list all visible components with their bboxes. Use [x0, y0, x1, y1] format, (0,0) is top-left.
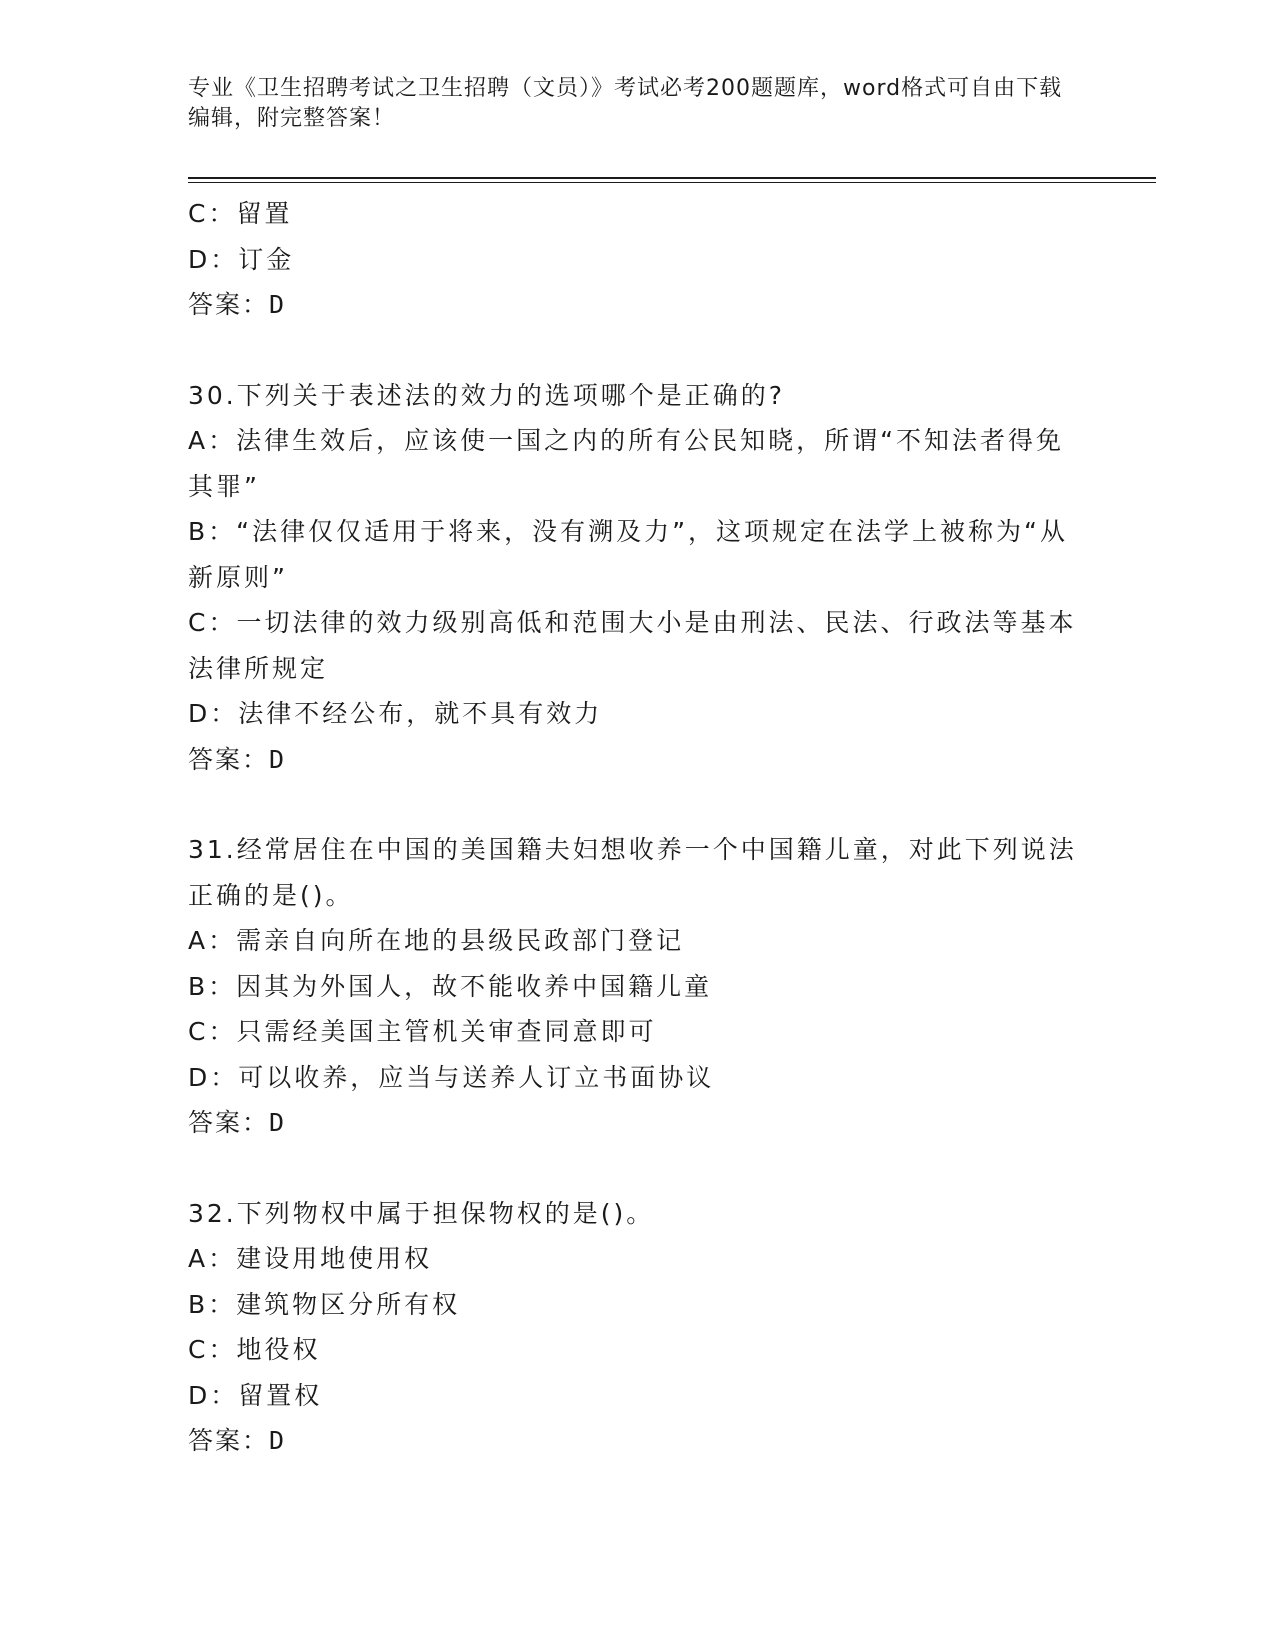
- header-divider-thin: [188, 182, 1156, 183]
- answer-line: [188, 1418, 1088, 1464]
- answer-value: D: [269, 1108, 285, 1137]
- option-c: C：留置: [188, 199, 293, 228]
- answer-label: 答案：: [188, 1426, 270, 1455]
- answer-label: 答案：: [188, 1108, 270, 1137]
- option-a: A：建设用地使用权: [188, 1244, 433, 1273]
- question-30: [188, 373, 1088, 783]
- answer-line: [188, 1100, 1088, 1146]
- option-a: A：需亲自向所在地的县级民政部门登记: [188, 926, 685, 955]
- option-d: D：留置权: [188, 1380, 323, 1410]
- answer-value: D: [269, 1426, 285, 1455]
- answer-label: 答案：: [188, 290, 270, 319]
- answer-value: D: [269, 744, 285, 774]
- option-a: A：法律生效后，应该使一国之内的所有公民知晓，所谓“不知法者得免其罪”: [188, 426, 1065, 501]
- answer-line: [188, 282, 1088, 328]
- question-32: [188, 1191, 1088, 1464]
- option-d: D：订金: [188, 244, 295, 274]
- question-stem: 31.经常居住在中国的美国籍夫妇想收养一个中国籍儿童，对此下列说法正确的是()。: [188, 835, 1077, 910]
- option-c: C：只需经美国主管机关审查同意即可: [188, 1017, 657, 1046]
- continued-question: [188, 191, 1088, 328]
- option-b: B：建筑物区分所有权: [188, 1289, 461, 1319]
- option-c: C：地役权: [188, 1335, 321, 1364]
- header-divider: [188, 177, 1156, 179]
- option-d: D：可以收养，应当与送养人订立书面协议: [188, 1062, 715, 1092]
- answer-value: D: [269, 290, 285, 319]
- option-b: B：因其为外国人，故不能收养中国籍儿童: [188, 971, 713, 1001]
- question-stem: 30.下列关于表述法的效力的选项哪个是正确的?: [188, 380, 786, 410]
- question-list: [188, 191, 1088, 1464]
- answer-label: 答案：: [188, 744, 270, 774]
- answer-line: [188, 737, 1088, 783]
- option-b: B：“法律仅仅适用于将来，没有溯及力”，这项规定在法学上被称为“从新原则”: [188, 517, 1069, 592]
- option-c: C：一切法律的效力级别高低和范围大小是由刑法、民法、行政法等基本法律所规定: [188, 608, 1077, 683]
- document-header: 专业《卫生招聘考试之卫生招聘（文员）》考试必考200题题库，word格式可自由下载编辑，附完整答案！: [188, 76, 1063, 131]
- option-d: D：法律不经公布，就不具有效力: [188, 699, 603, 728]
- question-31: [188, 827, 1088, 1146]
- question-stem: 32.下列物权中属于担保物权的是()。: [188, 1198, 655, 1228]
